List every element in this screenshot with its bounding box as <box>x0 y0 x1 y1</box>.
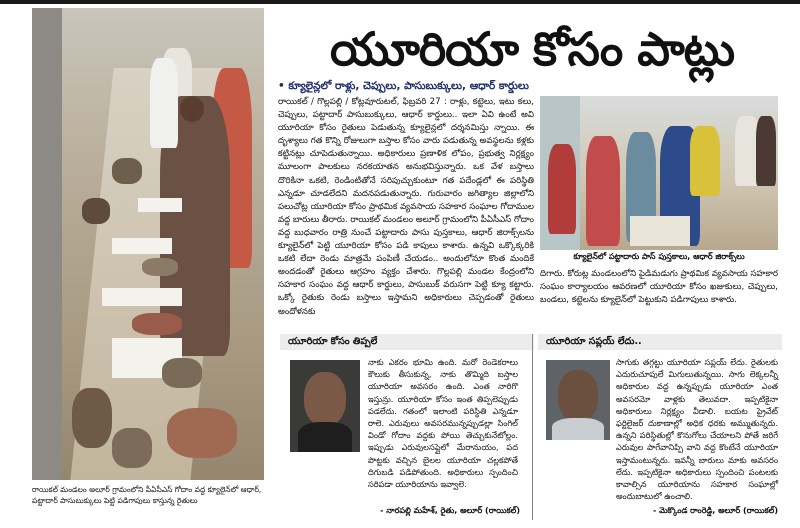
headline: యూరియా కోసం పాట్లు <box>329 22 735 76</box>
box2-byline: - మెక్కొండ రాంరెడ్డి, అలూర్‌ (రాయికల్‌) <box>652 506 778 515</box>
column-divider <box>532 334 533 520</box>
box1-text: నాకు ఎకరం భూమి ఉంది. మరో రెండెకరాలు కౌలుకు తీసుకున్న, నాకు తొమ్మిది బస్తాల యూరియా అవసరం ఉంది. ఎంత నారిగొ ఇస్తున్రు. యూరియా కోసం ఇంత తిప్పలెప్పుడు పడలేదు. గతంలో ఇలాంటి పరిస్థితి ఎన్నడూ రాలె. ఎరువులు అవసరమున్నప్పుడల్లా సింగిల్‌ విండో గోదాం వద్దకు పోయి తెచ్చుకునేటోల్లం. ఇప్పుడు ఎరువులసప్లైలో మేరానుయం, పద పొట్టకు వచ్చిన బైలల యూరియా చల్లకపోతే దిగుబడి పడిపోతుంది. అధికారులు స్పందించి సరిపడా యూరియాను ఇవ్వాలె. <box>368 357 518 490</box>
subheadline: • క్యూలైన్లలో రాళ్లు, చెప్పులు, పాసుబుక్కులు, ఆధార్‌ కార్డులు <box>278 80 529 92</box>
photo-right-caption: క్యూలైన్‌లో పట్టాదారు పాస్‌ పుస్తకాలు, ఆధార్‌ జిరాక్స్‌లు <box>573 252 745 261</box>
top-rule <box>0 0 800 4</box>
photo-queue-left <box>32 8 264 480</box>
photo-left-caption: రాయికల్‌ మండలం అలూర్‌ గ్రామంలోని పీఏసీఎస్‌ గోదాం వద్ద క్యూలైన్‌లో ఆధార్‌, పట్టాదార్‌ పాసుబుక్కులు పెట్టి పడిగాపులు కాస్తున్న రైతులు <box>32 485 262 505</box>
box1-byline: - నారపల్లి మహేశ్‌, రైతు, అలూర్‌ (రాయికల్‌) <box>380 506 520 515</box>
box2-heading: యూరియా సప్లయ్‌ లేదు.. <box>538 334 782 350</box>
farmer-portrait-1 <box>290 360 360 452</box>
box1-heading: యూరియా కోసం తిప్పలే <box>280 334 534 350</box>
photo-queue-right <box>540 96 778 250</box>
farmer-portrait-2 <box>546 360 610 440</box>
article-body-continued: దిగారు. కోరుట్ల మండలంలోని పైడిమడుగు ప్రాథమిక వ్యవసాయ సహకార సంఘం కార్యాలయం ఆవరణలో యూరియా కోసం ఖజుకులు, చెప్పులు, బండలు, కట్టెలను క్యూలైన్‌లో పెట్టుకుని పడిగాపులు కాశారు. <box>540 269 778 306</box>
article-body: రాయికల్‌ / గొల్లపల్లి / కోట్లవూరుటల్‌, ఫిబ్రవరి 27 : రాళ్లు, కట్టెలు, ఇటు కలు, చెప్పులు, పట్టాదార్‌ పాసుబుక్కులు, ఆధార్‌ కార్డులు.. ఇలా ఏవి ఉంటే అవి యూరియా కోసం రైతులు పెడుతున్న క్యూలైన్లలో దర్శనమిస్తు న్నాయి. ఈ దృశ్యాలు గత కొన్ని రోజులుగా బస్తాల కోసం వారు పడుతున్న అవస్థలను కళ్లకు కట్టినట్లు చూపెడుతున్నాయి. అధికారులు ప్రణాళిక లోపం, ప్రభుత్వ నిర్లక్ష్యం మూలంగా పాలకులు నరకయాతన అనుభవిస్తున్నారు. ఒక వేళ బస్తాలు దొరికినా ఒకటి, రెండింటితోనే సరిపుచ్చుకుంటూ గత పదేండ్లలో ఈ పరిస్థితి ఎన్నడూ చూడలేదని మదనపడుతున్నారు. గురువారం జగిత్యాల జిల్లాలోని పలుచోట్ల యూరియా కోసం ప్రాథమిక వ్యవసాయ సహకార సంఘాల గోదాముల వద్ద బారులు తీరారు. రాయికల్‌ మండలం అలూర్‌ గ్రామంలోని పీఏసీఎస్‌ గోదాం వద్ద బుధవారం రాత్రి నుంచే పట్టాదారు పాసు పుస్తకాలు, ఆధార్‌ జిరాక్స్‌లను క్యూలైన్‌లో పెట్టి యూరియా కోసం పడి కాపులు కాశారు. ఉన్నవి ఒక్కొక్కరికి ఒకటి లేదా రెండు మాత్రమే పంపిణీ చేయడం.. అందులోనూ కొంత మందికే అందడంతో రైతులు ఆగ్రహం వ్యక్తం చేశారు. గొల్లపల్లి మండల కేంద్రంలోని సహకార సంఘం వద్ద ఆధార్‌ కార్డులు, పాసుబుక్‌ వరుసగా పెట్టి క్యూ కట్టారు. ఒక్కో రైతుకు రెండు బస్తాలు ఇస్తామని అధికారులు చెప్పడంతో రైతులు అందోళనకు <box>278 97 534 317</box>
box2-text: సాగుకు తగ్గట్టు యూరియా సప్లయ్‌ లేదు. రైతులకు ఎదురుచూపులే మిగులుతున్నయి. సాగు లెక్కలన్నీ అధికారుల వద్ద ఉన్నప్పుడు యూరియా ఎంత అవసరమో వాళ్లకు తెలువదా. ఇప్పటికైనా అధికారులు నిర్లక్ష్యం వీడాలి. బయట ప్రైవేట్‌ ఫర్టిలైజర్‌ దుకాణాల్లో అధిక ధరకు అమ్ముతున్నరు. ఉన్నని పరిస్థితుల్లో కొనుగోలు చేయాలని పోతే జరిగే ఎరువుల పాగేవానిప్పి వాని వద్ద కొంటేనే యూరియా ఇస్తామంటున్నరు. ఇవన్నీ బారులు మాకు అవసరం లేదు. ఇప్పటికైనా అధికారులు స్పందించి పంటలకు కావాల్సిన యూరియాను సహకార సంఘాల్లో అందుబాటులో ఉంచాలి. <box>616 357 778 502</box>
